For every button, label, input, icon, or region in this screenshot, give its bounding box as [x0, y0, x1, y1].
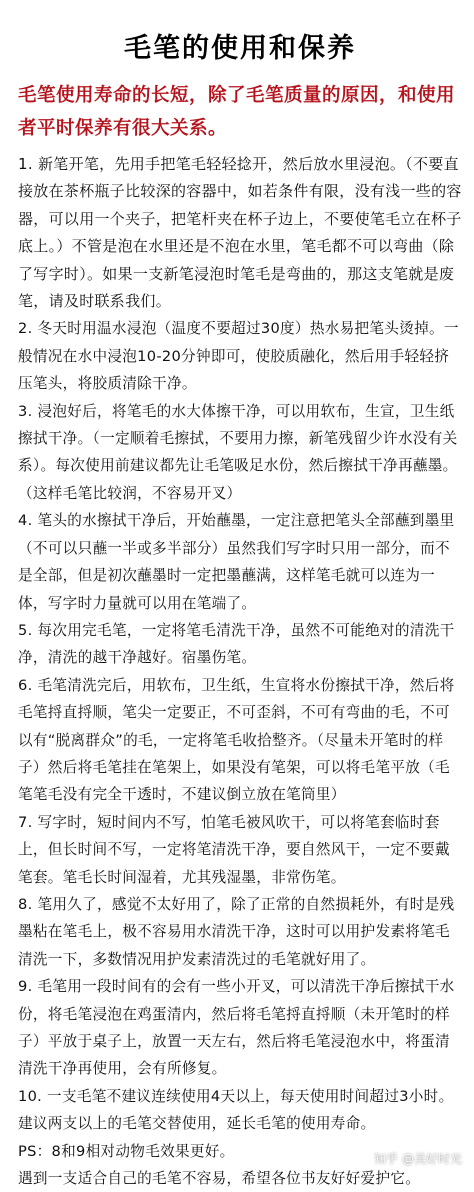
paragraph-1: 1. 新笔开笔，先用手把笔毛轻轻捻开，然后放水里浸泡。（不要直接放在茶杯瓶子比较深的容器中，如若条件有限，没有浅一些的容器，可以用一个夹子，把笔杆夹在杯子边上，不要使笔毛立在杯子底上。）不管是泡在水里还是不泡在水里，笔毛都不可以弯曲（除了写字时）。如果一支新笔浸泡时笔毛是弯曲的，那这支笔就是废笔，请及时联系我们。 [18, 155, 462, 311]
paragraph-2: 2. 冬天时用温水浸泡（温度不要超过30度）热水易把笔头烫掉。一般情况在水中浸泡10-20分钟即可，使胶质融化，然后用手轻轻挤压笔头，将胶质清除干净。 [18, 320, 459, 393]
paragraph-3: 3. 浸泡好后，将笔毛的水大体擦干净，可以用软布，生宣，卫生纸擦拭干净。（一定顺着毛擦拭，不要用力擦，新笔残留少许水没有关系）。每次使用前建议都先让毛笔吸足水份，然后擦拭干净再蘸墨。（这样毛笔比较润，不容易开叉） [18, 402, 458, 502]
paragraph-10: 10. 一支毛笔不建议连续使用4天以上，每天使用时间超过3小时。建议两支以上的毛笔交替使用，延长毛笔的使用寿命。 [18, 1087, 454, 1133]
intro-text: 毛笔使用寿命的长短，除了毛笔质量的原因，和使用者平时保养有很大关系。 [18, 85, 456, 139]
closing-note: 遇到一支适合自己的毛笔不容易，希望各位书友好好爱护它。 [18, 1170, 421, 1188]
paragraph-5: 5. 每次用完毛笔，一定将笔毛清洗干净，虽然不可能绝对的清洗干净，清洗的越干净越好。宿墨伤笔。 [18, 621, 455, 667]
paragraph-9: 9. 毛笔用一段时间有的会有一些小开叉，可以清洗干净后擦拭干水份，将毛笔浸泡在鸡蛋清内，然后将毛笔捋直捋顺（未开笔时的样子）平放于桌子上，放置一天左右，然后将毛笔浸泡水中，将蛋清清洗干净再使用，会有所修复。 [18, 978, 455, 1078]
paragraph-7: 7. 写字时，短时间内不写，怕笔毛被风吹干，可以将笔套临时套上，但长时间不写，一定将笔清洗干净，要自然风干，一定不要戴笔套。笔毛长时间湿着，尤其残湿墨，非常伤笔。 [18, 813, 450, 886]
paragraph-8: 8. 笔用久了，感觉不太好用了，除了正常的自然损耗外，有时是残墨粘在笔毛上，极不容易用水清洗干净，这时可以用护发素将笔毛清洗一下，多数情况用护发素清洗过的毛笔就好用了。 [18, 895, 455, 968]
paragraph-4: 4. 笔头的水擦拭干净后，开始蘸墨，一定注意把笔头全部蘸到墨里（不可以只蘸一半或多半部分）虽然我们写字时只用一部分，而不是全部，但是初次蘸墨时一定把墨蘸满，这样笔毛就可以连为一体，写字时力量就可以用在笔端了。 [18, 512, 455, 612]
page-title: 毛笔的使用和保养 [124, 33, 356, 64]
ps-note: PS：8和9相对动物毛效果更好。 [18, 1142, 235, 1160]
paragraph-6: 6. 毛笔清洗完后，用软布，卫生纸，生宣将水份擦拭干净，然后将毛笔捋直捋顺，笔尖一定要正，不可歪斜，不可有弯曲的毛，不可以有“脱离群众”的毛，一定将笔毛收拾整齐。（尽量未开笔时的样子）然后将毛笔挂在笔架上，如果没有笔架，可以将毛笔平放（毛笔笔毛没有完全干透时，不建议倒立放在笔筒里） [18, 676, 455, 804]
watermark: 知乎 @美好时光 [374, 1152, 462, 1166]
